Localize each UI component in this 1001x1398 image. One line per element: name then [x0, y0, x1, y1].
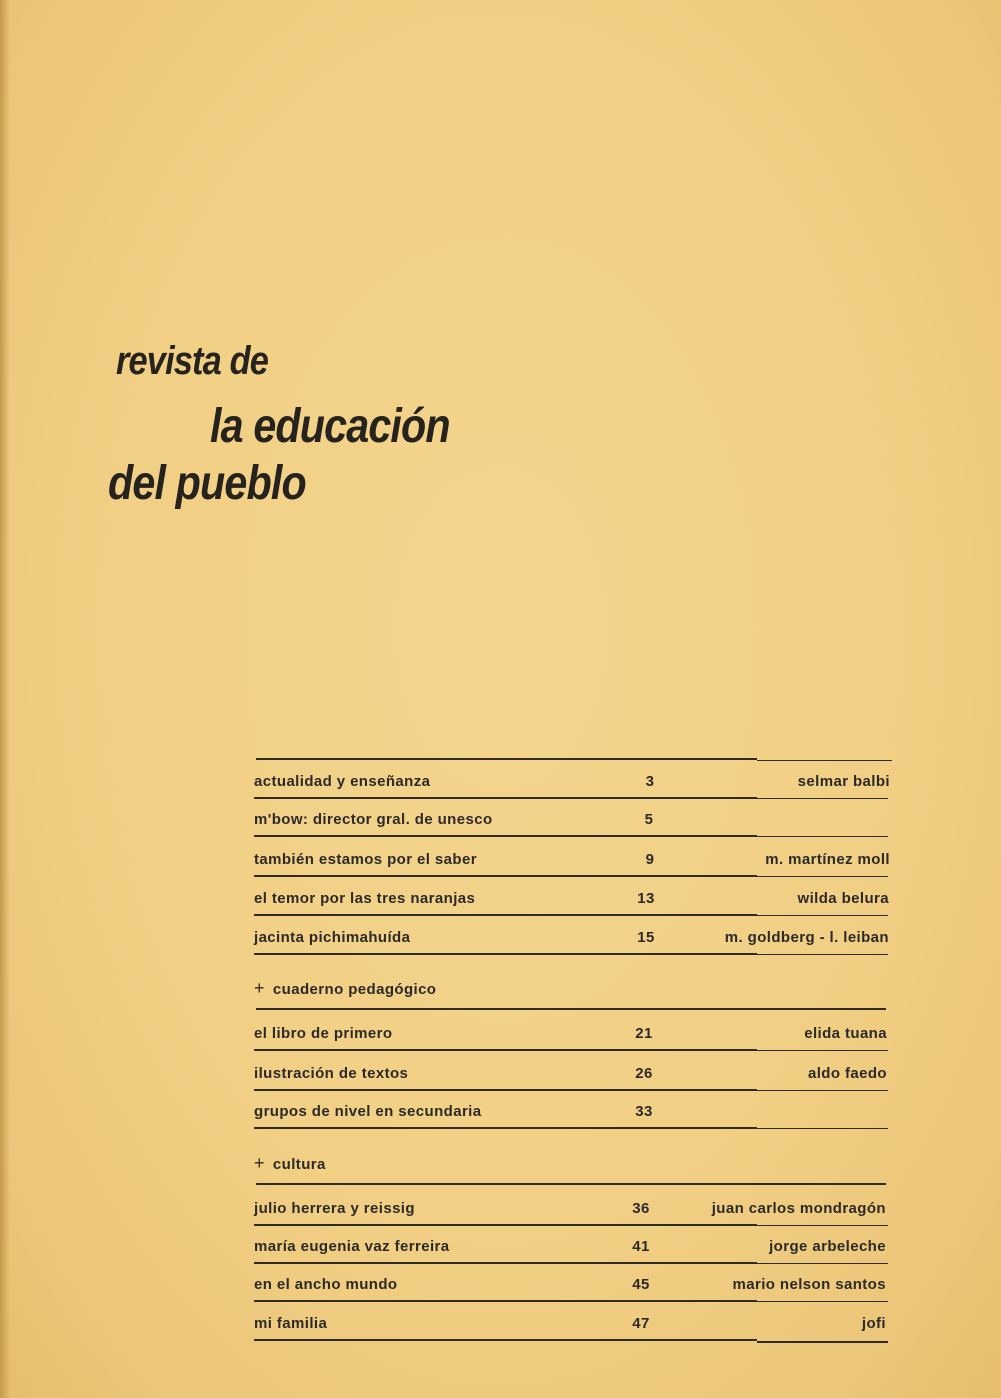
toc-rule	[254, 953, 757, 955]
toc-entry	[0, 1199, 1001, 1221]
section-title: cuaderno pedagógico	[272, 981, 437, 998]
toc-rule-right	[757, 1225, 888, 1226]
article-title: mi familia	[254, 1315, 328, 1332]
toc-entry	[0, 850, 1001, 872]
toc-top-rule-right	[757, 760, 892, 761]
toc-rule	[254, 835, 757, 837]
toc-rule-right	[757, 836, 888, 837]
toc-rule	[254, 914, 757, 916]
section-marker: +	[254, 1153, 265, 1173]
page-number: 15	[637, 929, 655, 946]
toc-rule-right	[757, 1050, 888, 1051]
section-title: cultura	[272, 1156, 326, 1173]
article-author: jofi	[861, 1315, 886, 1332]
toc-rule	[254, 1049, 757, 1051]
page-number: 45	[632, 1276, 650, 1293]
toc-rule	[254, 1089, 757, 1091]
page-edge-shading	[0, 0, 10, 1398]
toc-rule	[254, 1224, 757, 1226]
toc-section-heading	[0, 978, 1001, 1000]
toc-entry	[0, 1024, 1001, 1046]
toc-entry	[0, 1314, 1001, 1336]
page-number: 36	[632, 1200, 650, 1217]
article-author: juan carlos mondragón	[711, 1200, 886, 1217]
page-number: 33	[635, 1103, 653, 1120]
masthead-line-2: la educación	[210, 400, 450, 453]
toc-rule	[254, 1300, 757, 1302]
toc-entry	[0, 810, 1001, 832]
toc-entry	[0, 1064, 1001, 1086]
article-title: también estamos por el saber	[254, 851, 477, 868]
toc-rule	[254, 1339, 757, 1341]
toc-rule-right	[757, 915, 888, 916]
page-number: 3	[645, 773, 655, 790]
toc-entry	[0, 889, 1001, 911]
article-author: mario nelson santos	[732, 1276, 886, 1293]
section-heading	[254, 978, 436, 1000]
toc-entry	[0, 1237, 1001, 1259]
toc-rule	[256, 1008, 886, 1010]
toc-rule	[256, 1183, 886, 1185]
page-number: 5	[644, 811, 654, 828]
article-title: grupos de nivel en secundaria	[254, 1103, 482, 1120]
article-title: el temor por las tres naranjas	[254, 890, 476, 907]
article-title: julio herrera y reissig	[254, 1200, 415, 1217]
page-number: 47	[632, 1315, 650, 1332]
article-author: jorge arbeleche	[769, 1238, 886, 1255]
page-number: 21	[635, 1025, 653, 1042]
toc-rule	[254, 1262, 757, 1264]
toc-rule-right	[757, 1128, 888, 1129]
article-title: ilustración de textos	[254, 1065, 409, 1082]
article-author: selmar balbi	[797, 773, 890, 790]
toc-rule	[254, 797, 757, 799]
page-number: 9	[645, 851, 655, 868]
article-author: m. goldberg - l. leiban	[724, 929, 889, 946]
toc-rule-right	[757, 876, 888, 877]
toc-entry	[0, 772, 1001, 794]
article-author: elida tuana	[804, 1025, 887, 1042]
article-title: actualidad y enseñanza	[254, 773, 431, 790]
toc-rule-right	[757, 1341, 888, 1343]
masthead-line-1: revista de	[116, 339, 269, 383]
toc-entry	[0, 1275, 1001, 1297]
section-marker: +	[254, 978, 265, 998]
article-author: aldo faedo	[807, 1065, 887, 1082]
page-number: 26	[635, 1065, 653, 1082]
article-author: wilda belura	[797, 890, 889, 907]
article-title: m'bow: director gral. de unesco	[254, 811, 493, 828]
toc-rule-right	[757, 1090, 888, 1091]
toc-top-rule	[256, 758, 757, 760]
article-title: en el ancho mundo	[254, 1276, 398, 1293]
toc-entry	[0, 1102, 1001, 1124]
article-title: maría eugenia vaz ferreira	[254, 1238, 450, 1255]
toc-section-heading	[0, 1153, 1001, 1175]
masthead-line-3: del pueblo	[108, 457, 306, 510]
article-author: m. martínez moll	[765, 851, 890, 868]
toc-entry	[0, 928, 1001, 950]
section-heading	[254, 1153, 326, 1175]
toc-rule-right	[757, 954, 888, 955]
toc-rule	[254, 875, 757, 877]
toc-rule-right	[757, 798, 888, 799]
page-number: 13	[637, 890, 655, 907]
toc-rule-right	[757, 1263, 888, 1264]
page-number: 41	[632, 1238, 650, 1255]
article-title: el libro de primero	[254, 1025, 393, 1042]
toc-rule-right	[757, 1301, 888, 1302]
article-title: jacinta pichimahuída	[254, 929, 411, 946]
toc-rule	[254, 1127, 757, 1129]
